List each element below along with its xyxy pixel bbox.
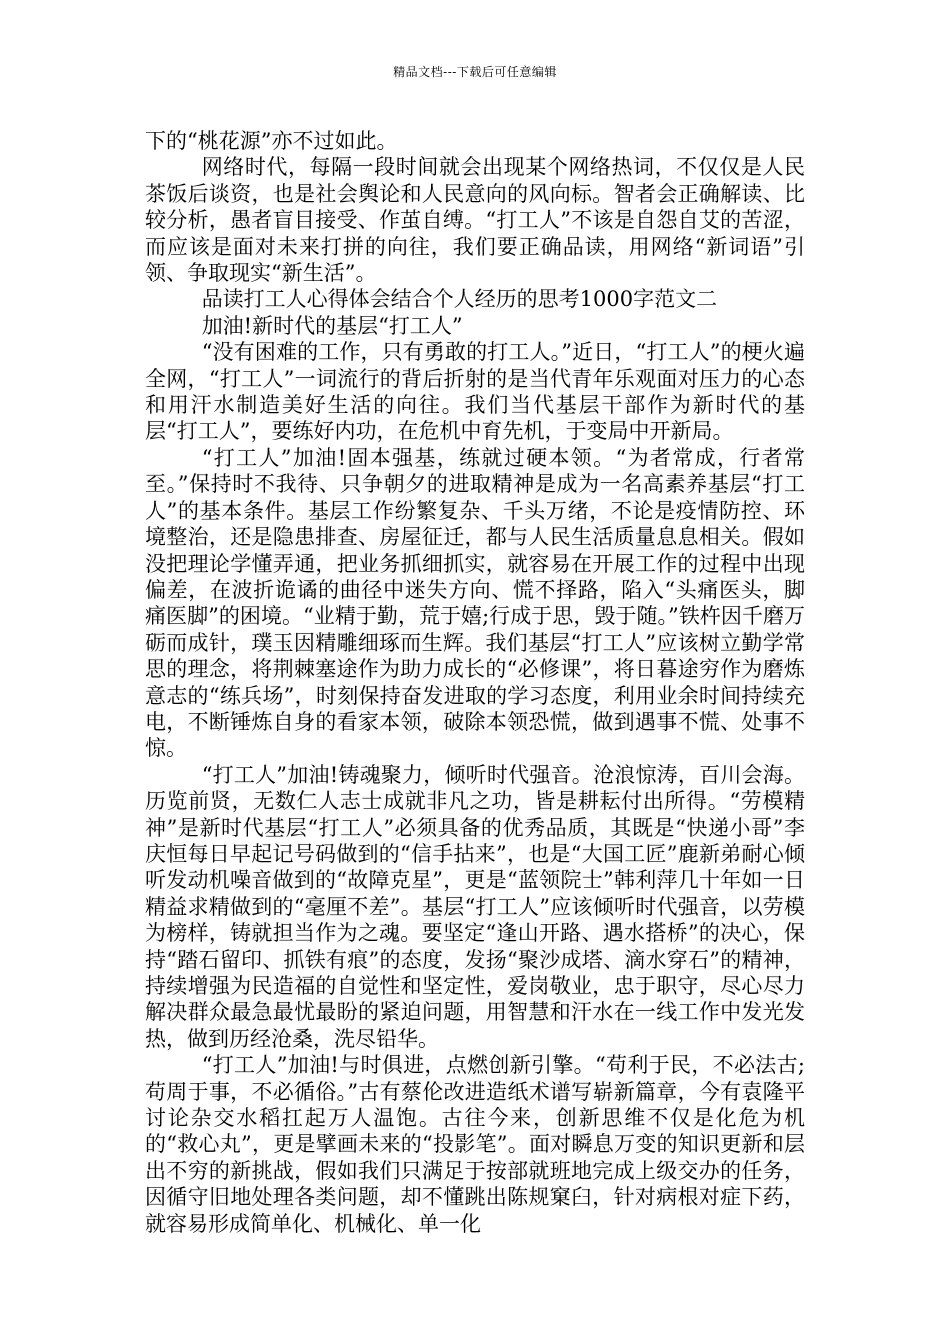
paragraph: “没有困难的工作，只有勇敢的打工人。”近日，“打工人”的梗火遍全网，“打工人”一词流行的背后折射的是当代青年乐观面对压力的心态和用汗水制造美好生活的向往。我们当代基层干部作为新时代的基层“打工人”，要练好内功，在危机中育先机，于变局中开新局。 [145, 340, 805, 444]
paragraph: “打工人”加油!与时俱进，点燃创新引擎。“苟利于民，不必法古;苟周于事，不必循俗。”古有蔡伦改进造纸术谱写崭新篇章，今有袁隆平讨论杂交水稻扛起万人温饱。古往今来，创新思维不仅是化危为机的“救心丸”，更是擘画未来的“投影笔”。面对瞬息万变的知识更新和层出不穷的新挑战，假如我们只满足于按部就班地完成上级交办的任务，因循守旧地处理各类问题，却不懂跳出陈规窠臼，针对病根对症下药，就容易形成简单化、机械化、单一化 [145, 1053, 805, 1236]
paragraph: “打工人”加油!固本强基，练就过硬本领。“为者常成，行者常至。”保持时不我待、只争朝夕的进取精神是成为一名高素养基层“打工人”的基本条件。基层工作纷繁复杂、千头万绪，不论是疫情防控、环境整治，还是隐患排查、房屋征迁，都与人民生活质量息息相关。假如没把理论学懂弄通，把业务抓细抓实，就容易在开展工作的过程中出现偏差，在波折诡谲的曲径中迷失方向、慌不择路，陷入“头痛医头，脚痛医脚”的困境。“业精于勤，荒于嬉;行成于思，毁于随。”铁杵因千磨万砺而成针，璞玉因精雕细琢而生辉。我们基层“打工人”应该树立勤学常思的理念，将荆棘塞途作为助力成长的“必修课”，将日暮途穷作为磨炼意志的“练兵场”，时刻保持奋发进取的学习态度，利用业余时间持续充电，不断锤炼自身的看家本领，破除本领恐慌，做到遇事不慌、处事不惊。 [145, 445, 805, 761]
paragraph: “打工人”加油!铸魂聚力，倾听时代强音。沧浪惊涛，百川会海。历览前贤，无数仁人志士成就非凡之功，皆是耕耘付出所得。“劳模精神”是新时代基层“打工人”必须具备的优秀品质，其既是“快递小哥”李庆恒每日早起记号码做到的“信手拈来”，也是“大国工匠”鹿新弟耐心倾听发动机噪音做到的“故障克星”，更是“蓝领院士”韩利萍几十年如一日精益求精做到的“毫厘不差”。基层“打工人”应该倾听时代强音，以劳模为榜样，铸就担当作为之魂。要坚定“逢山开路、遇水搭桥”的决心，保持“踏石留印、抓铁有痕”的态度，发扬“聚沙成塔、滴水穿石”的精神，持续增强为民造福的自觉性和坚定性，爱岗敬业，忠于职守，尽心尽力解决群众最急最忧最盼的紧迫问题，用智慧和汗水在一线工作中发光发热，做到历经沧桑，洗尽铅华。 [145, 762, 805, 1051]
article-heading: 加油!新时代的基层“打工人” [201, 313, 463, 338]
paragraph: 下的“桃花源”亦不过如此。 [145, 129, 398, 153]
page-header: 精品文档---下载后可任意编辑 [393, 65, 557, 79]
section-title: 品读打工人心得体会结合个人经历的思考1000字范文二 [201, 287, 718, 312]
document-body [145, 128, 805, 1237]
paragraph: 网络时代，每隔一段时间就会出现某个网络热词，不仅仅是人民茶饭后谈资，也是社会舆论和人民意向的风向标。智者会正确解读、比较分析，愚者盲目接受、作茧自缚。“打工人”不该是自怨自艾的苦涩，而应该是面对未来打拼的向往，我们要正确品读，用网络“新词语”引领、争取现实“新生活”。 [145, 155, 805, 286]
